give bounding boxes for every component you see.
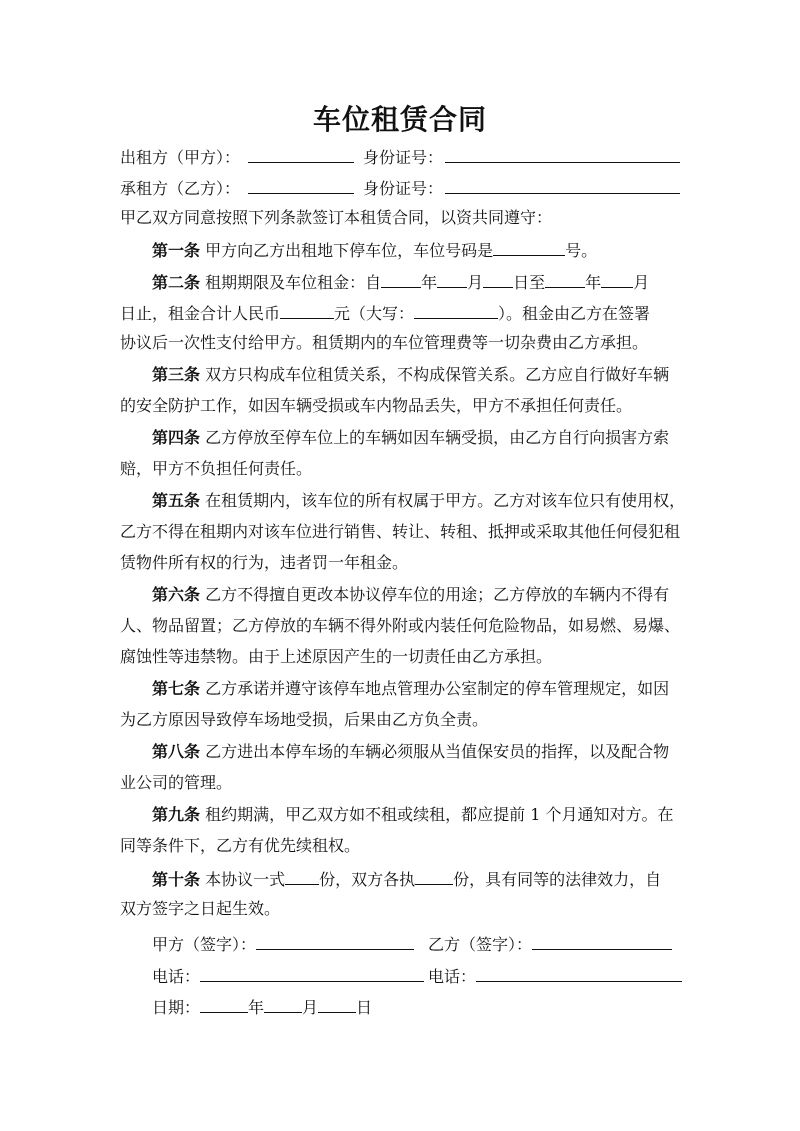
clause-10-text-c: 份，具有同等的法律效力，自 [453,870,662,889]
year-label: 年 [421,273,438,292]
month-label: 月 [467,273,484,292]
space-number-field[interactable] [493,238,565,256]
clause-8-line-2: 业公司的管理。 [120,773,233,792]
clause-8-heading: 第八条 [152,742,201,761]
clause-1 [152,238,597,262]
party-b-phone-field[interactable] [476,964,682,982]
lessee-id-line [363,176,680,200]
clause-3-text-1: 双方只构成车位租赁关系，不构成保管关系。乙方应自行做好车辆 [205,365,670,384]
lessee-label: 承租方（乙方）： [120,179,241,198]
lessor-id-field[interactable] [445,145,680,163]
clause-8-text-1: 乙方进出本停车场的车辆必须服从当值保安员的指挥，以及配合物 [205,742,670,761]
start-month-field[interactable] [437,270,467,288]
party-a-signature-line [152,932,414,956]
clause-5-line-2: 乙方不得在租期内对该车位进行销售、转让、转租、抵押或采取其他任何侵犯租 [120,522,681,541]
clause-5-line-3: 赁物件所有权的行为，违者罚一年租金。 [120,553,409,572]
clause-10-text-b: 份，双方各执 [319,870,416,889]
clause-6-line-2: 人、物品留置；乙方停放的车辆不得外附或内装任何危险物品，如易燃、易爆、 [120,616,681,635]
lessor-line [120,145,354,169]
clause-1-text: 甲方向乙方出租地下停车位，车位号码是 [205,241,494,260]
clause-1-text-end: 号。 [565,241,598,260]
clause-2-text-b: 日止，租金合计人民币 [120,304,281,323]
clause-10-heading: 第十条 [152,870,201,889]
start-day-field[interactable] [483,270,513,288]
year-label-2: 年 [585,273,602,292]
clause-4-line-1 [152,427,669,449]
party-a-label: 甲方（签字）： [152,935,257,954]
date-day-label: 日 [356,998,373,1017]
party-b-signature-field[interactable] [532,932,672,950]
clause-7-text-1: 乙方承诺并遵守该停车地点管理办公室制定的停车管理规定，如因 [205,679,670,698]
end-month-field[interactable] [601,270,633,288]
date-month-field[interactable] [264,995,302,1013]
clause-2-text-d: ）。租金由乙方在签署 [498,304,651,323]
party-b-label: 乙方（签字）： [428,935,533,954]
clause-8-line-1 [152,741,669,763]
clause-5-line-1 [152,490,685,512]
lessee-name-field[interactable] [248,176,354,194]
clause-10-line-2: 双方签字之日起生效。 [120,899,281,918]
clause-4-heading: 第四条 [152,428,201,447]
clause-2-text-a: 租期期限及车位租金：自 [205,273,382,292]
date-label: 日期： [152,998,201,1017]
party-a-phone-label: 电话： [152,967,201,986]
clause-2-line-1 [152,270,649,294]
lessee-id-field[interactable] [445,176,680,194]
clause-5-heading: 第五条 [152,491,201,510]
clause-2-heading: 第二条 [152,273,201,292]
clause-3-heading: 第三条 [152,365,201,384]
clause-1-heading: 第一条 [152,241,201,260]
date-month-label: 月 [302,998,319,1017]
clause-9-line-2: 同等条件下，乙方有优先续租权。 [120,836,361,855]
date-year-field[interactable] [200,995,248,1013]
end-year-field[interactable] [545,270,585,288]
clause-6-line-3: 腐蚀性等违禁物。由于上述原因产生的一切责任由乙方承担。 [120,647,553,666]
clause-4-text-1: 乙方停放至停车位上的车辆如因车辆受损，由乙方自行向损害方索 [205,428,670,447]
clause-10-line-1 [152,867,661,891]
clause-2-line-2 [120,301,650,325]
clause-9-heading: 第九条 [152,805,201,824]
clause-4-line-2: 赔，甲方不负担任何责任。 [120,459,313,478]
clause-5-text-1: 在租赁期内，该车位的所有权属于甲方。乙方对该车位只有使用权， [205,491,686,510]
clause-2-text-c: 元（大写： [334,304,415,323]
clause-6-text-1: 乙方不得擅自更改本协议停车位的用途；乙方停放的车辆内不得有 [205,585,670,604]
lessee-line [120,176,354,200]
clause-2-line-3: 协议后一次性支付给甲方。租赁期内的车位管理费等一切杂费由乙方承担。 [120,333,649,352]
party-a-phone-field[interactable] [200,964,424,982]
month-label-2: 月 [633,273,650,292]
date-line [152,995,372,1019]
lessor-name-field[interactable] [248,145,354,163]
copies-total-field[interactable] [285,867,319,885]
day-to-label: 日至 [513,273,546,292]
party-b-signature-line [428,932,672,956]
lessor-id-line [363,145,680,169]
date-day-field[interactable] [318,995,356,1013]
party-a-phone-line [152,964,424,988]
start-year-field[interactable] [381,270,421,288]
date-year-label: 年 [248,998,265,1017]
clause-7-line-2: 为乙方原因导致停车场地受损，后果由乙方负全责。 [120,710,489,729]
clause-6-line-1 [152,584,669,606]
clause-6-heading: 第六条 [152,585,201,604]
clause-3-line-1 [152,364,669,386]
rent-amount-field[interactable] [280,301,334,319]
party-b-phone-line [428,964,682,988]
clause-10-text-a: 本协议一式 [205,870,286,889]
clause-9-line-1 [152,804,673,826]
intro-text: 甲乙双方同意按照下列条款签订本租赁合同，以资共同遵守： [120,208,553,227]
party-b-phone-label: 电话： [428,967,477,986]
party-a-signature-field[interactable] [256,932,414,950]
clause-7-heading: 第七条 [152,679,201,698]
lessor-label: 出租方（甲方）： [120,148,241,167]
lessee-id-label: 身份证号： [363,179,444,198]
copies-each-field[interactable] [415,867,453,885]
clause-3-line-2: 的安全防护工作，如因车辆受损或车内物品丢失，甲方不承担任何责任。 [120,396,633,415]
page-title: 车位租赁合同 [312,103,487,136]
lessor-id-label: 身份证号： [363,148,444,167]
clause-9-text-1: 租约期满，甲乙双方如不租或续租，都应提前 1 个月通知对方。在 [205,805,674,824]
clause-7-line-1 [152,678,669,700]
rent-uppercase-field[interactable] [414,301,498,319]
